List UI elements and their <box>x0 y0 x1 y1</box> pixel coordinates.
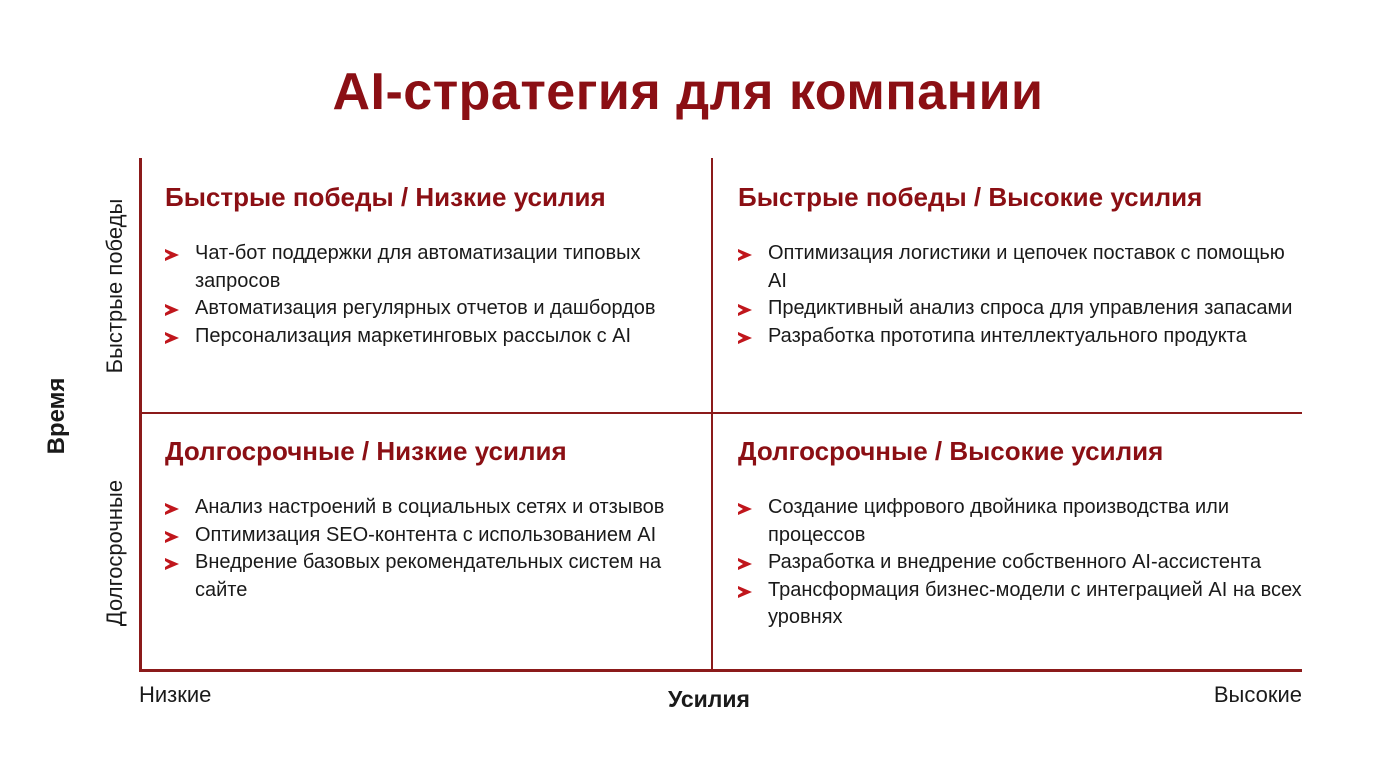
list-item <box>165 522 705 550</box>
list-item <box>738 494 1308 549</box>
list-item <box>738 295 1308 323</box>
list-item-text: Трансформация бизнес-модели с интеграцией AI на всех уровнях <box>768 578 1302 628</box>
y-axis-bottom-label: Долгосрочные <box>102 479 127 627</box>
quadrant-list <box>165 494 705 604</box>
list-item <box>165 494 705 522</box>
arrowhead-bullet-icon <box>165 332 179 344</box>
x-axis-title: Усилия <box>668 686 750 712</box>
arrowhead-bullet-icon <box>165 531 179 543</box>
quadrant-long-low <box>165 434 705 604</box>
quadrant-title: Долгосрочные / Высокие усилия <box>738 436 1164 466</box>
arrowhead-bullet-icon <box>738 503 752 515</box>
arrowhead-bullet-icon <box>738 332 752 344</box>
horizontal-divider <box>141 412 1302 414</box>
list-item-text: Создание цифрового двойника производства или процессов <box>768 496 1230 546</box>
arrowhead-bullet-icon <box>738 586 752 598</box>
x-axis-low-label: Низкие <box>139 682 212 707</box>
list-item-text: Оптимизация SEO-контента с использованием AI <box>195 523 657 546</box>
list-item <box>738 549 1308 577</box>
arrowhead-bullet-icon <box>738 304 752 316</box>
list-item-text: Разработка прототипа интеллектуального продукта <box>768 324 1247 347</box>
quadrant-long-high <box>738 434 1308 632</box>
y-axis-title: Время <box>43 377 70 455</box>
list-item-text: Персонализация маркетинговых рассылок с AI <box>195 324 632 347</box>
arrowhead-bullet-icon <box>165 249 179 261</box>
list-item <box>165 323 705 351</box>
quadrant-list <box>738 240 1308 350</box>
arrowhead-bullet-icon <box>738 249 752 261</box>
arrowhead-bullet-icon <box>165 558 179 570</box>
list-item-text: Автоматизация регулярных отчетов и дашбордов <box>195 297 656 319</box>
x-axis-line <box>139 669 1302 672</box>
quadrant-title: Долгосрочные / Низкие усилия <box>165 436 567 466</box>
list-item <box>165 240 705 295</box>
list-item <box>738 577 1308 632</box>
list-item-text: Разработка и внедрение собственного AI-ассистента <box>768 551 1262 573</box>
quadrant-list <box>738 494 1308 632</box>
list-item <box>165 549 705 604</box>
quadrant-list <box>165 240 705 350</box>
arrowhead-bullet-icon <box>165 503 179 515</box>
list-item <box>738 240 1308 295</box>
quadrant-quick-low <box>165 180 705 350</box>
list-item-text: Чат-бот поддержки для автоматизации типовых запросов <box>195 242 641 292</box>
quadrant-title: Быстрые победы / Низкие усилия <box>165 182 606 212</box>
vertical-divider <box>711 158 713 670</box>
arrowhead-bullet-icon <box>738 558 752 570</box>
y-axis-line <box>139 158 142 672</box>
list-item <box>738 323 1308 351</box>
arrowhead-bullet-icon <box>165 304 179 316</box>
x-axis-high-label: Высокие <box>1213 682 1302 707</box>
list-item-text: Анализ настроений в социальных сетях и отзывов <box>195 496 665 518</box>
list-item-text: Предиктивный анализ спроса для управления запасами <box>768 297 1293 319</box>
list-item <box>165 295 705 323</box>
list-item-text: Оптимизация логистики и цепочек поставок с помощью AI <box>768 242 1285 292</box>
quadrant-quick-high <box>738 180 1308 350</box>
y-axis-top-label: Быстрые победы <box>102 198 127 374</box>
page-title: AI-стратегия для компании <box>332 63 1044 121</box>
list-item-text: Внедрение базовых рекомендательных систем на сайте <box>195 551 662 601</box>
quadrant-title: Быстрые победы / Высокие усилия <box>738 182 1203 212</box>
